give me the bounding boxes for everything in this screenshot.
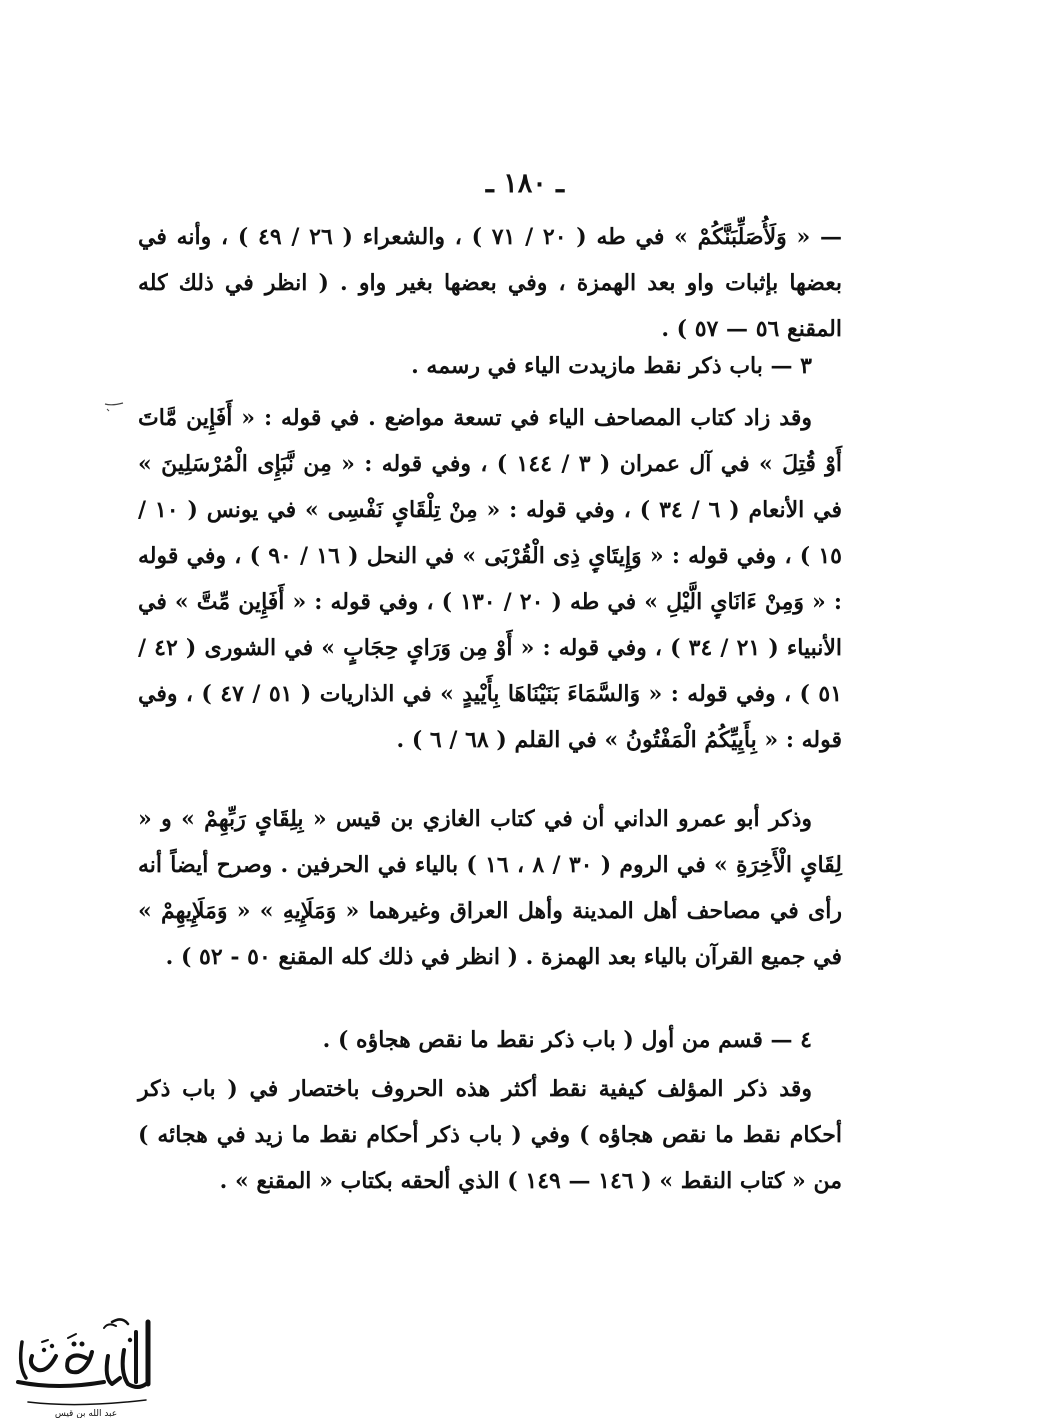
paragraph-author [138, 1066, 842, 1204]
paragraph-continuation [138, 214, 842, 352]
paragraph-4-text: وقد ذكر المؤلف كيفية نقط أكثر هذه الحروف باختصار في ( باب ذكر أحكام نقط ما نقص هجاؤه ) وفي ( باب ذكر أحكام نقط ما زيد في هجائه ) من « كتاب النقط » ( ١٤٦ — ١٤٩ ) الذي ألحقه بكتاب « المقنع » . [138, 1076, 842, 1194]
paragraph-2-text: وقد زاد كتاب المصاحف الياء في تسعة مواضع . في قوله : « أَفَإِين مَّاتَ أَوْ قُتِلَ » في آل عمران ( ٣ / ١٤٤ ) ، وفي قوله : « مِن نَّبَإِى الْمُرْسَلِينَ » في الأنعام ( ٦ / ٣٤ ) ، وفي قوله : « مِنْ تِلْقَاىِٕ نَفْسِى » في يونس ( ١٠ / ١٥ ) ، وفي قوله : « وَإِيتَاىِٕ ذِى الْقُرْبَى » في النحل ( ١٦ / ٩٠ ) ، وفي قوله : « وَمِنْ ءَانَاىِٕ الَّيْلِ » في طه ( ٢٠ / ١٣٠ ) ، وفي قوله : « أَفَإِين مِّتَّ » في الأنبياء ( ٢١ / ٣٤ ) ، وفي قوله : « أَوْ مِن وَرَاىِٕ حِجَابٍ » في الشورى ( ٤٢ / ٥١ ) ، وفي قوله : « وَالسَّمَاءَ بَنَيْنَاهَا بِأَيْيدٍ » في الذاريات ( ٥١ / ٤٧ ) ، وفي قوله : « بِأَيِيِّكُمُ الْمَفْتُونُ » في القلم ( ٦٨ / ٦ ) . [138, 405, 843, 753]
paragraph-nine-places [138, 395, 842, 763]
page-number: ـ ١٨٠ ـ [485, 168, 565, 199]
svg-text:عبد الله بن قيس: عبد الله بن قيس [54, 1409, 118, 1418]
paragraph-dani [138, 796, 842, 980]
section-heading-4-text: ٤ — قسم من أول ( باب ذكر نقط ما نقص هجاؤه ) . [322, 1027, 812, 1053]
section-heading-3 [138, 346, 842, 386]
paragraph-1-text: — « وَلَأُصَلِّبَنَّكُمْ » في طه ( ٢٠ / ٧١ ) ، والشعراء ( ٢٦ / ٤٩ ) ، وأنه في بعضها بإثبات واو بعد الهمزة ، وفي بعضها بغير واو . ( انظر في ذلك كله المقنع ٥٦ — ٥٧ ) . [138, 224, 843, 342]
section-heading-3-text: ٣ — باب ذكر نقط مازيدت الياء في رسمه . [411, 353, 812, 379]
paragraph-3-text: وذكر أبو عمرو الداني أن في كتاب الغازي بن قيس « بِلِقَاىِٕ رَبِّهِمْ » و « لِقَاىِٕ الْأَخِرَةِ » في الروم ( ٣٠ / ٨ ، ١٦ ) بالياء في الحرفين . وصرح أيضاً أنه رأى في مصاحف أهل المدينة وأهل العراق وغيرهما « وَمَلَإِيهِ » « وَمَلَإِيهِمْ » في جميع القرآن بالياء بعد الهمزة . ( انظر في ذلك كله المقنع ٥٠ - ٥٢ ) . [138, 806, 842, 970]
section-heading-4 [138, 1020, 842, 1060]
calligraphic-stamp-icon [8, 1312, 158, 1418]
margin-mark [104, 398, 124, 410]
